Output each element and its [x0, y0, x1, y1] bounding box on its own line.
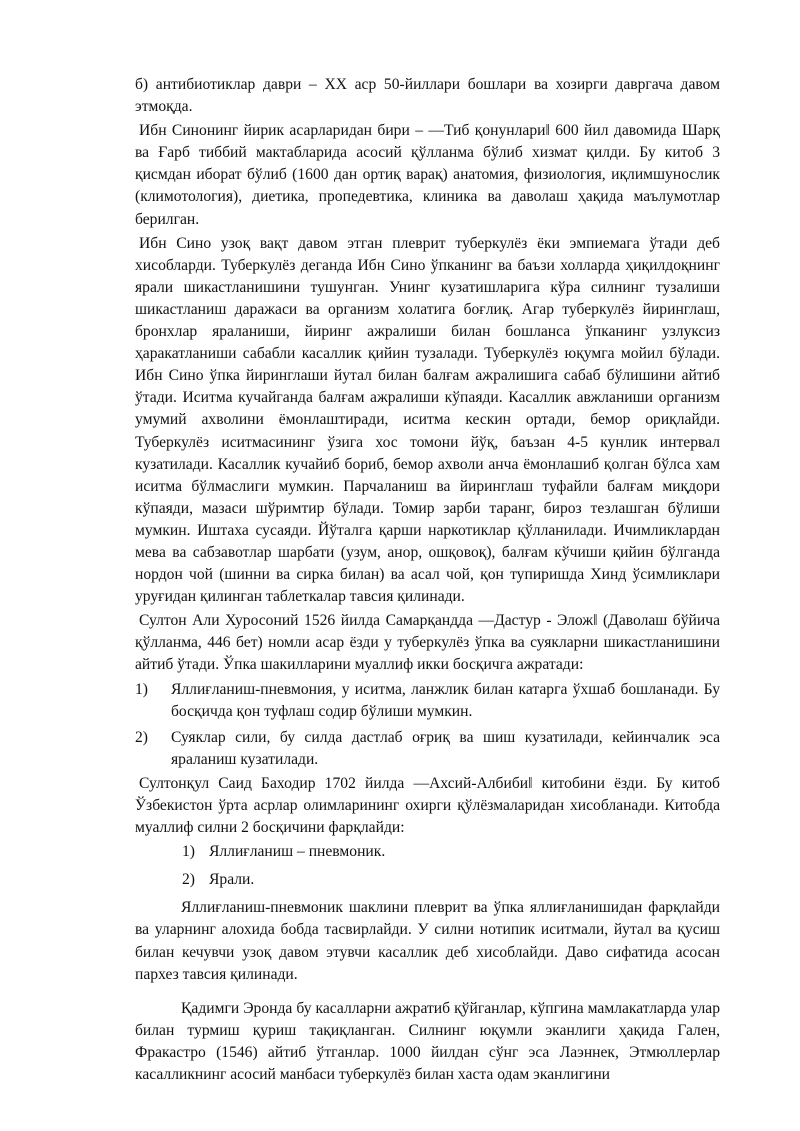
stage-list-2	[135, 841, 720, 891]
paragraph-antibiotic-era: б) антибиотиклар даври – XX аср 50-йиллари бошлари ва хозирги давргача давом этмоқда.	[135, 76, 720, 116]
document-page	[135, 74, 720, 1086]
paragraph-ancient-iran: Қадимги Эронда бу касалларни ажратиб қўйганлар, кўпгина мамлакатларда улар билан турмиш қуриш тақиқланган. Силнинг юқумли эканлиги ҳақида Гален, Фракастро (1546) айтиб ўтганлар. 1000 йилдан сўнг эса Лаэннек, Этмюллерлар касалликнинг асосий манбаси туберкулёз билан хаста одам эканлигини	[135, 999, 720, 1084]
list-item-text: Суяклар сили, бу силда дастлаб оғриқ ва шиш кузатилади, кейинчалик эса яраланиш кузатилади.	[171, 728, 720, 768]
paragraph-pneumonic-form: Яллиғланиш-пневмоник шаклини плеврит ва ўпка яллиғланишидан фарқлайди ва уларнинг алохида бобда тасвирлайди. У силни нотипик иситмали, йутал ва қусиш билан кечувчи узоқ давом этувчи касаллик деб хисоблайди. Даво сифатида асосан пархез тавсия қилинади.	[135, 899, 720, 983]
paragraph-sulton-ali: Султон Али Хуросоний 1526 йилда Самарқандда ―Дастур - Элож‖ (Даволаш бўйича қўлланма, 446 бет) номли асар ёзди у туберкулёз ўпка ва суякларни шикастланишини айтиб ўтади. Ўпка шакилларини муаллиф икки босқичга ажратади:	[135, 612, 720, 674]
list-item	[135, 841, 720, 863]
list-item-number: 2)	[135, 728, 148, 746]
list-item-text: Яллиғланиш – пневмоник.	[209, 843, 386, 861]
stage-list-1	[135, 679, 720, 771]
list-item-number: 2)	[182, 871, 195, 889]
list-item	[135, 869, 720, 891]
list-item	[135, 679, 720, 723]
list-item	[135, 727, 720, 771]
list-item-text: Яллиғланиш-пневмония, у иситма, ланжлик билан катарга ўхшаб бошланади. Бу босқичда қон туфлаш содир бўлиши мумкин.	[171, 680, 720, 720]
paragraph-canon-of-medicine: Ибн Синонинг йирик асарларидан бири – ―Тиб қонунлари‖ 600 йил давомида Шарқ ва Ғарб тиббий мактабларида асосий қўлланма бўлиб хизмат қилди. Бу китоб 3 қисмдан иборат бўлиб (1600 дан ортиқ варақ) анатомия, физиология, иқлимшунослик (климотология), диетика, пропедевтика, клиника ва даволаш ҳақида маълумотлар берилган.	[135, 122, 720, 228]
list-item-text: Ярали.	[209, 871, 255, 889]
paragraph-sultonqul: Султонқул Саид Баходир 1702 йилда ―Ахсий-Албиби‖ китобини ёзди. Бу китоб Ўзбекистон ўрта асрлар олимларининг охирги қўлёзмаларидан хисобланади. Китобда муаллиф силни 2 босқичини фарқлайди:	[135, 774, 720, 837]
paragraph-ibn-sino-tuberculosis: Ибн Сино узоқ вақт давом этган плеврит туберкулёз ёки эмпиемага ўтади деб хисобларди. Туберкулёз деганда Ибн Сино ўпканинг ва баъзи холларда ҳиқилдоқнинг ярали шикастланишини тушунган. Унинг кузатишларига кўра силнинг тузалиши шикастланиш даражаси ва организм холатига боғлиқ. Агар туберкулёз йиринглаш, бронхлар яраланиши, йиринг ажралиши билан бошланса ўпканинг узлуксиз ҳаракатланиши сабабли касаллик қийин тузалади. Туберкулёз юқумга мойил бўлади. Ибн Сино ўпка йиринглаши йутал билан балғам ажралишига сабаб бўлишини айтиб ўтади. Иситма кучайганда балғам ажралиши кўпаяди. Касаллик авжланиши организм умумий ахволини ёмонлаштиради, иситма кескин ортади, бемор ориқлайди. Туберкулёз иситмасининг ўзига хос томони йўқ, баъзан 4-5 кунлик интервал кузатилади. Касаллик кучайиб бориб, бемор ахволи анча ёмонлашиб қолган бўлса хам иситма бўлмаслиги мумкин. Парчаланиш ва йиринглаш туфайли балғам миқдори кўпаяди, мазаси шўримтир бўлади. Томир зарби таранг, бироз тезлашган бўлиши мумкин. Иштаха сусаяди. Йўталга қарши наркотиклар қўлланилади. Ичимликлардан мева ва сабзавотлар шарбати (узум, анор, ошқовоқ), балғам кўчиши қийин бўлганда нордон чой (шинни ва сирка билан) ва асал чой, қон тупиришда Хинд ўсимликлари уруғидан қилинган таблеткалар тавсия қилинади.	[135, 234, 720, 606]
list-item-number: 1)	[182, 843, 195, 861]
list-item-number: 1)	[135, 680, 148, 698]
